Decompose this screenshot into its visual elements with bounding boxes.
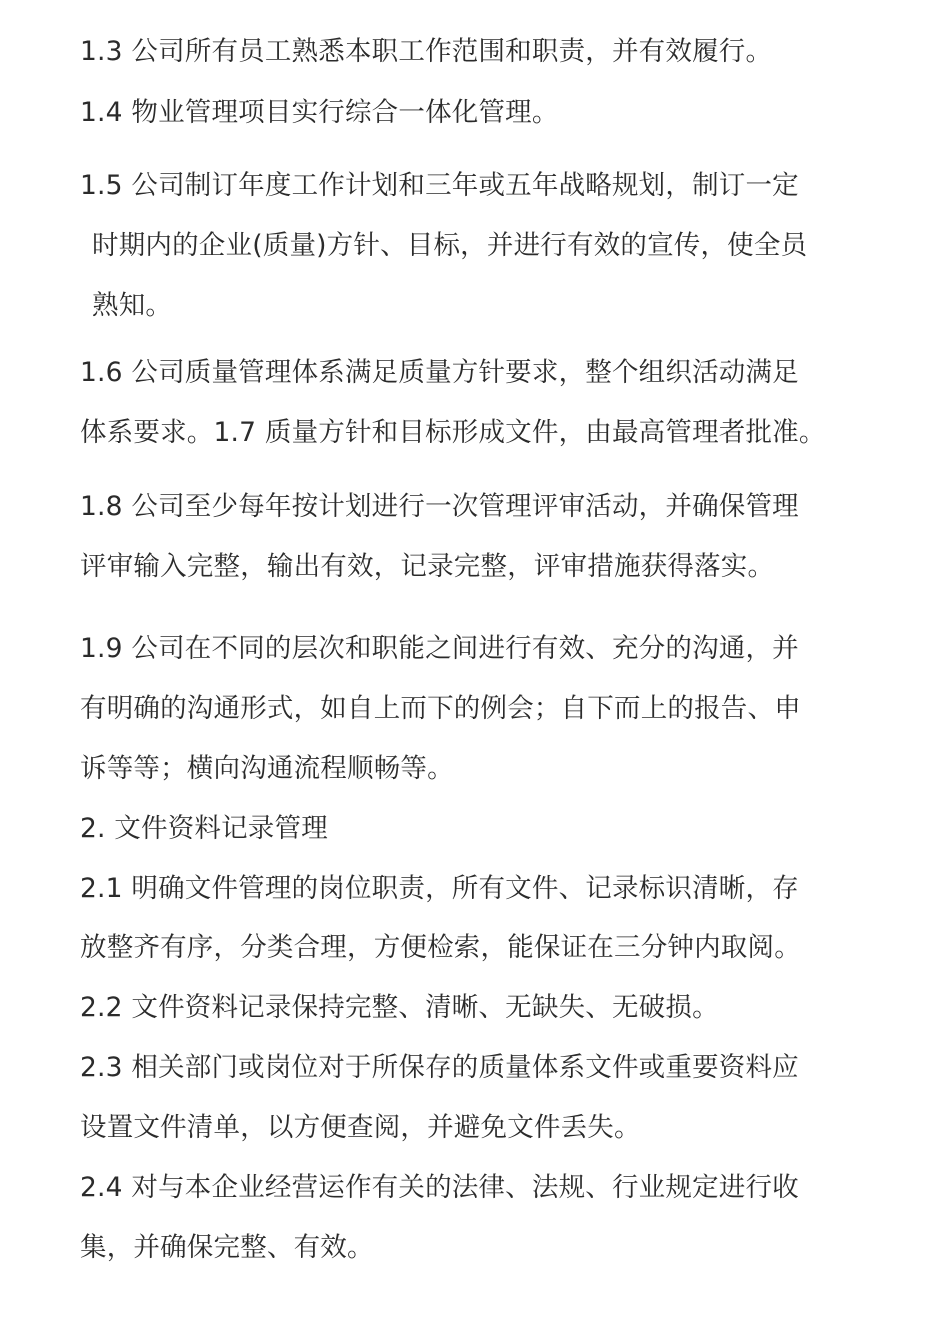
text-line: 2.3 相关部门或岗位对于所保存的质量体系文件或重要资料应 [80, 1052, 799, 1083]
text-line: 体系要求。1.7 质量方针和目标形成文件，由最高管理者批准。 [80, 417, 826, 448]
text-line: 放整齐有序，分类合理，方便检索，能保证在三分钟内取阅。 [80, 932, 801, 963]
text-line: 2.4 对与本企业经营运作有关的法律、法规、行业规定进行收 [80, 1172, 799, 1203]
text-line: 诉等等；横向沟通流程顺畅等。 [80, 753, 454, 784]
text-line: 有明确的沟通形式，如自上而下的例会；自下而上的报告、申 [80, 693, 801, 724]
text-line: 1.3 公司所有员工熟悉本职工作范围和职责，并有效履行。 [80, 36, 773, 67]
text-line: 设置文件清单，以方便查阅，并避免文件丢失。 [80, 1112, 641, 1143]
text-line: 1.6 公司质量管理体系满足质量方针要求，整个组织活动满足 [80, 357, 799, 388]
text-line: 集，并确保完整、有效。 [80, 1232, 374, 1263]
section-heading: 2. 文件资料记录管理 [80, 813, 328, 844]
text-line: 熟知。 [92, 290, 173, 321]
text-line: 评审输入完整，输出有效，记录完整，评审措施获得落实。 [80, 551, 775, 582]
text-line: 时期内的企业(质量)方针、目标，并进行有效的宣传，使全员 [92, 230, 808, 261]
text-line: 1.9 公司在不同的层次和职能之间进行有效、充分的沟通，并 [80, 633, 799, 664]
text-line: 1.8 公司至少每年按计划进行一次管理评审活动，并确保管理 [80, 491, 799, 522]
text-line: 1.4 物业管理项目实行综合一体化管理。 [80, 97, 559, 128]
text-line: 2.1 明确文件管理的岗位职责，所有文件、记录标识清晰，存 [80, 873, 799, 904]
text-line: 1.5 公司制订年度工作计划和三年或五年战略规划，制订一定 [80, 170, 799, 201]
text-line: 2.2 文件资料记录保持完整、清晰、无缺失、无破损。 [80, 992, 719, 1023]
